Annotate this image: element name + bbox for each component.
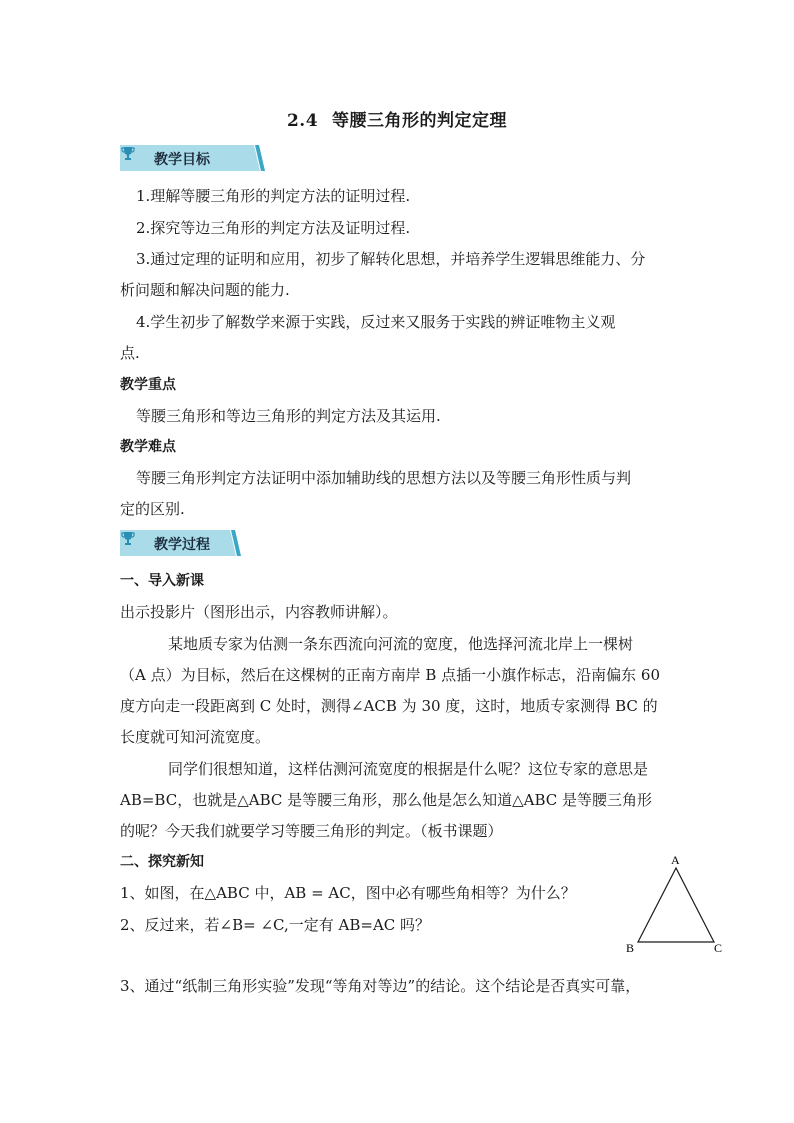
vertex-label-a: A (671, 853, 680, 867)
banner-label: 教学过程 (154, 537, 210, 553)
goal-line: 1.理解等腰三角形的判定方法的证明过程. (136, 187, 411, 205)
page-title (0, 106, 794, 131)
key-points-heading: 教学重点 (120, 377, 176, 393)
goal-line: 4.学生初步了解数学来源于实践，反过来又服务于实践的辨证唯物主义观 (136, 313, 616, 331)
goal-line: 点. (120, 344, 140, 362)
intro-line: 出示投影片（图形出示，内容教师讲解）。 (120, 603, 398, 621)
goal-line: 3.通过定理的证明和应用，初步了解转化思想，并培养学生逻辑思维能力、分 (136, 250, 646, 268)
triangle-abc (638, 868, 714, 942)
goal-line: 析问题和解决问题的能力. (120, 281, 290, 299)
intro-line: 度方向走一段距离到 C 处时，测得∠ACB 为 30 度，这时，地质专家测得 BC 的 (120, 697, 658, 715)
intro-heading: 一、导入新课 (120, 573, 204, 589)
title-text: 等腰三角形的判定定理 (332, 111, 508, 131)
explore-line: 1、如图，在△ABC 中，AB = AC，图中必有哪些角相等？为什么？ (120, 884, 576, 902)
explore-heading: 二、探究新知 (120, 854, 204, 870)
difficulties-heading: 教学难点 (120, 439, 176, 455)
intro-line: 某地质专家为估测一条东西流向河流的宽度，他选择河流北岸上一棵树 (168, 635, 634, 653)
key-points-text: 等腰三角形和等边三角形的判定方法及其运用. (136, 407, 441, 425)
difficulties-line: 定的区别. (120, 500, 185, 518)
trophy-icon (120, 145, 136, 161)
intro-line: （A 点）为目标，然后在这棵树的正南方南岸 B 点插一小旗作标志，沿南偏东 60 (120, 666, 661, 684)
section-banner-process (120, 530, 266, 556)
banner-label: 教学目标 (154, 152, 210, 168)
trophy-icon (120, 530, 136, 546)
section-banner-goals (120, 145, 266, 171)
goal-line: 2.探究等边三角形的判定方法及证明过程. (136, 219, 411, 237)
explore-line: 2、反过来，若∠B= ∠C,一定有 AB=AC 吗？ (120, 916, 431, 934)
vertex-label-b: B (626, 941, 635, 955)
intro-line: 的呢？今天我们就要学习等腰三角形的判定。（板书课题） (120, 822, 503, 840)
intro-line: 长度就可知河流宽度。 (120, 728, 271, 746)
triangle-figure (618, 850, 728, 960)
intro-line: 同学们很想知道，这样估测河流宽度的根据是什么呢？这位专家的意思是 (168, 760, 649, 778)
intro-line: AB=BC，也就是△ABC 是等腰三角形，那么他是怎么知道△ABC 是等腰三角形 (120, 791, 653, 809)
difficulties-line: 等腰三角形判定方法证明中添加辅助线的思想方法以及等腰三角形性质与判 (136, 469, 632, 487)
vertex-label-c: C (714, 941, 723, 955)
title-number: 2.4 (286, 111, 319, 131)
explore-line: 3、通过“纸制三角形实验”发现“等角对等边”的结论。这个结论是否真实可靠， (120, 977, 641, 995)
